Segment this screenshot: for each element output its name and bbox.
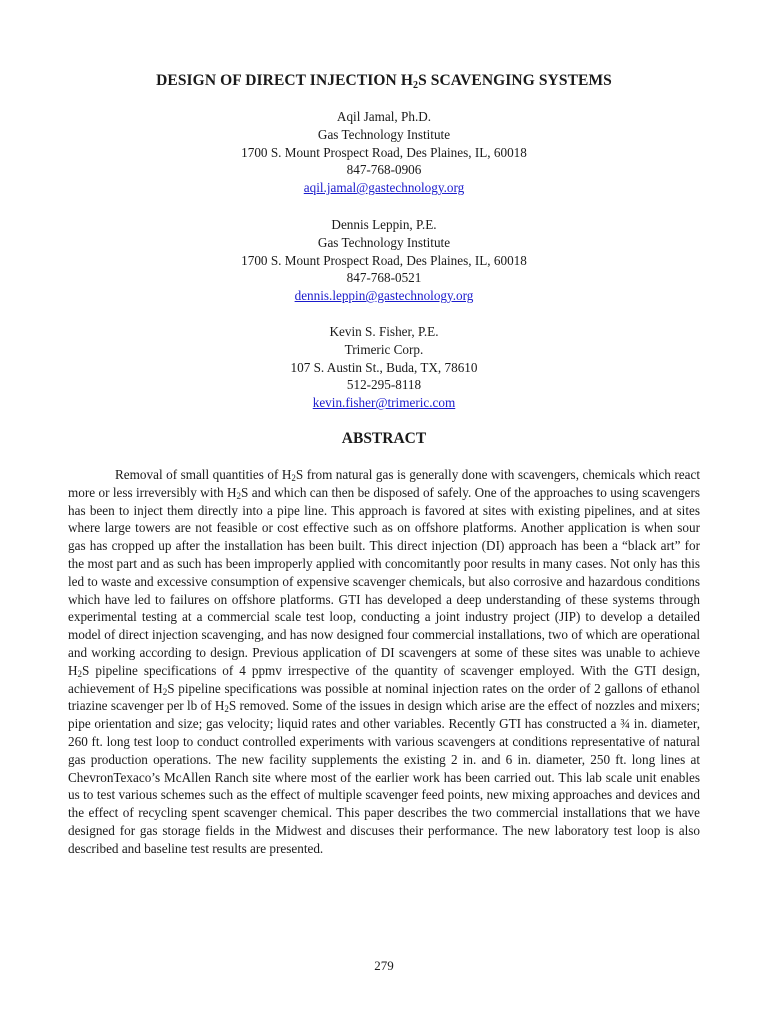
author-email-link[interactable]: kevin.fisher@trimeric.com <box>312 395 456 411</box>
author-org: Gas Technology Institute <box>317 234 451 250</box>
author-block-1 <box>0 108 768 197</box>
author-org: Gas Technology Institute <box>317 126 451 142</box>
author-name: Aqil Jamal, Ph.D. <box>336 109 432 124</box>
subscript: 2 <box>291 473 296 483</box>
abstract-text: S pipeline specifications was possible at nominal injection rates on the order of 2 gallons of ethanol triazine scavenger per lb of H <box>68 680 700 714</box>
abstract-text: S removed. Some of the issues in design which arise are the effect of nozzles and mixers; pipe orientation and size; gas velocity; liquid rates and other variables. Recently GTI has constructed a ¾ in. diameter, 260 ft. long test loop to conduct controlled experiments with various scavengers at conditions representative of natural gas production operations. The new facility supplements the existing 2 in. and 6 in. diameter, 250 ft. long lines at ChevronTexaco’s McAllen Ranch site where most of the earlier work has been carried out. This lab scale unit enables us to test various schemes such as the effect of multiple scavenger feed points, new mixing approaches and devices and the effect of recycling spent scavenger chemical. This paper describes the two commercial installations that we have designed for gas storage fields in the Midwest and discuses their performance. The new laboratory test loop is also described and baseline test results are presented. <box>68 698 700 856</box>
author-org: Trimeric Corp. <box>344 341 424 357</box>
author-email-link[interactable]: dennis.leppin@gastechnology.org <box>294 288 474 304</box>
title-text-part1: DESIGN OF DIRECT INJECTION H <box>156 72 413 89</box>
subscript: 2 <box>77 668 83 679</box>
title-text-part2: S SCAVENGING SYSTEMS <box>418 72 612 89</box>
abstract-paragraph <box>68 466 700 858</box>
title-subscript: 2 <box>412 80 419 91</box>
author-address: 1700 S. Mount Prospect Road, Des Plaines, IL, 60018 <box>241 252 527 268</box>
author-address: 107 S. Austin St., Buda, TX, 78610 <box>290 359 478 375</box>
abstract-text: S from natural gas is generally done with scavengers, chemicals which react more or less irreversibly with H <box>68 467 701 500</box>
author-name: Kevin S. Fisher, P.E. <box>329 324 439 339</box>
abstract-text: S pipeline specifications of 4 ppmv irrespective of the quantity of scavenger employed. With the GTI design, achievement of H <box>68 662 700 696</box>
author-block-2 <box>0 216 768 305</box>
abstract-heading: ABSTRACT <box>341 430 427 447</box>
abstract-text: Removal of small quantities of H <box>115 467 292 482</box>
subscript: 2 <box>224 704 229 715</box>
subscript: 2 <box>162 686 168 697</box>
subscript: 2 <box>236 490 242 501</box>
author-address: 1700 S. Mount Prospect Road, Des Plaines, IL, 60018 <box>241 144 527 160</box>
page-number: 279 <box>374 958 394 973</box>
paper-title <box>0 72 768 91</box>
author-phone: 512-295-8118 <box>346 377 422 393</box>
author-email-link[interactable]: aqil.jamal@gastechnology.org <box>303 180 465 196</box>
abstract-text: S and which can then be disposed of safely. One of the approaches to using scavengers has been to inject them directly into a pipe line. This approach is favored at sites with existing pipelines, and at sites where large towers are not feasible or cost effective such as on offshore platforms. Another application is when sour gas has cropped up after the installation has been built. This direct injection (DI) approach has been a “black art” for the most part and as such has been improperly applied with concomitantly poor results in many cases. Not only has this led to waste and excessive consumption of expensive scavenger chemicals, but also corrosive and hazardous conditions which have led to failures on offshore platforms. GTI has developed a deep understanding of these systems through experimental testing at a commercial scale test loop, conducting a joint industry project (JIP) to develop a detailed model of direct injection scavenging, and has now designed four commercial installations, two of which are operational and working according to design. Previous application of DI scavengers at some of these sites was unable to achieve H <box>68 484 700 678</box>
author-block-3 <box>0 323 768 412</box>
author-phone: 847-768-0521 <box>346 270 422 286</box>
author-phone: 847-768-0906 <box>346 162 422 178</box>
author-name: Dennis Leppin, P.E. <box>331 217 437 232</box>
